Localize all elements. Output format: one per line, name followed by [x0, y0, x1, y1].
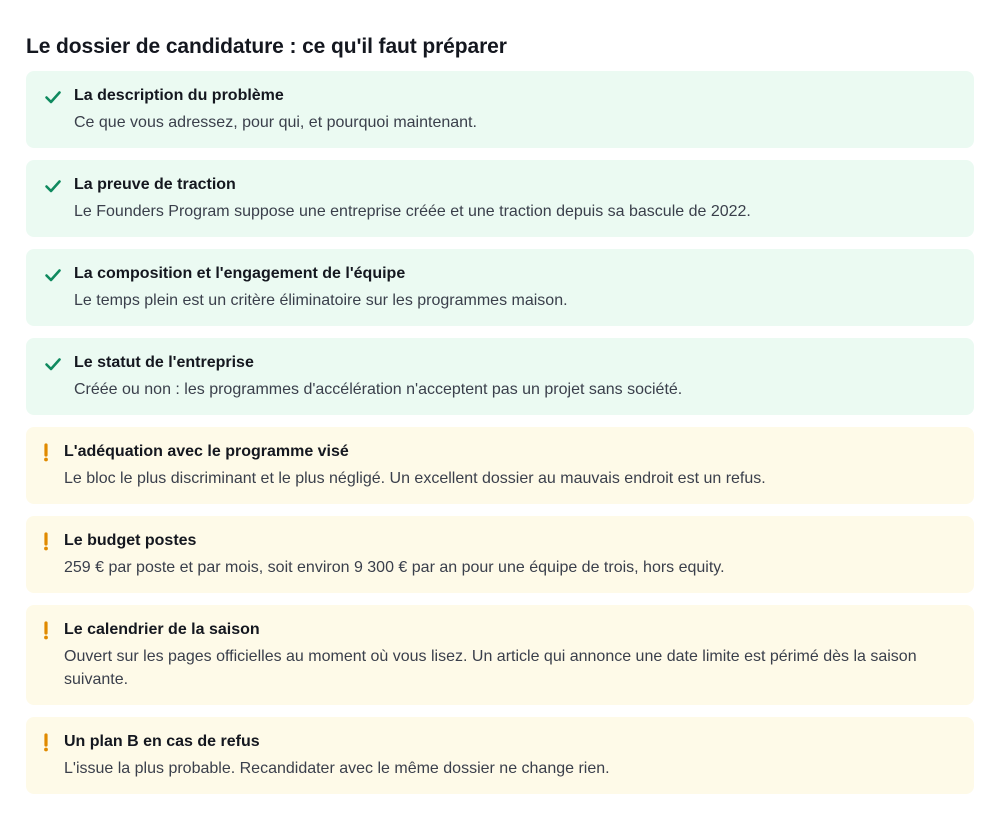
check-icon: [44, 355, 62, 373]
item-description: Le temps plein est un critère éliminatoire sur les programmes maison.: [74, 292, 568, 309]
exclamation-icon: [42, 733, 50, 752]
exclamation-icon: [42, 443, 50, 462]
item-description: Ouvert sur les pages officielles au moment où vous lisez. Un article qui annonce une date limite est périmé dès la saison suivante.: [64, 648, 917, 688]
checklist: [26, 71, 974, 794]
exclamation-icon: [42, 621, 50, 640]
item-title: La preuve de traction: [74, 176, 236, 193]
exclamation-icon: [42, 532, 50, 551]
item-description: Le bloc le plus discriminant et le plus négligé. Un excellent dossier au mauvais endroit est un refus.: [64, 470, 766, 487]
check-icon: [44, 88, 62, 106]
checklist-item-warn: [26, 516, 974, 593]
checklist-item-warn: [26, 717, 974, 794]
item-title: Un plan B en cas de refus: [64, 733, 260, 750]
item-title: L'adéquation avec le programme visé: [64, 443, 349, 460]
item-description: 259 € par poste et par mois, soit environ 9 300 € par an pour une équipe de trois, hors equity.: [64, 559, 725, 576]
item-title: La composition et l'engagement de l'équipe: [74, 265, 406, 282]
item-description: Ce que vous adressez, pour qui, et pourquoi maintenant.: [74, 114, 477, 131]
check-icon: [44, 266, 62, 284]
item-description: Créée ou non : les programmes d'accélération n'acceptent pas un projet sans société.: [74, 381, 683, 398]
item-title: Le budget postes: [64, 532, 197, 549]
checklist-item-warn: [26, 605, 974, 705]
checklist-item-ok: [26, 71, 974, 148]
checklist-item-warn: [26, 427, 974, 504]
checklist-section: [26, 32, 974, 806]
check-icon: [44, 177, 62, 195]
checklist-item-ok: [26, 338, 974, 415]
item-title: Le calendrier de la saison: [64, 621, 260, 638]
page-title: Le dossier de candidature : ce qu'il faut préparer: [26, 35, 507, 58]
item-description: Le Founders Program suppose une entreprise créée et une traction depuis sa bascule de 2022.: [74, 203, 751, 220]
checklist-item-ok: [26, 249, 974, 326]
item-description: L'issue la plus probable. Recandidater avec le même dossier ne change rien.: [64, 760, 610, 777]
item-title: Le statut de l'entreprise: [74, 354, 254, 371]
item-title: La description du problème: [74, 87, 284, 104]
checklist-item-ok: [26, 160, 974, 237]
